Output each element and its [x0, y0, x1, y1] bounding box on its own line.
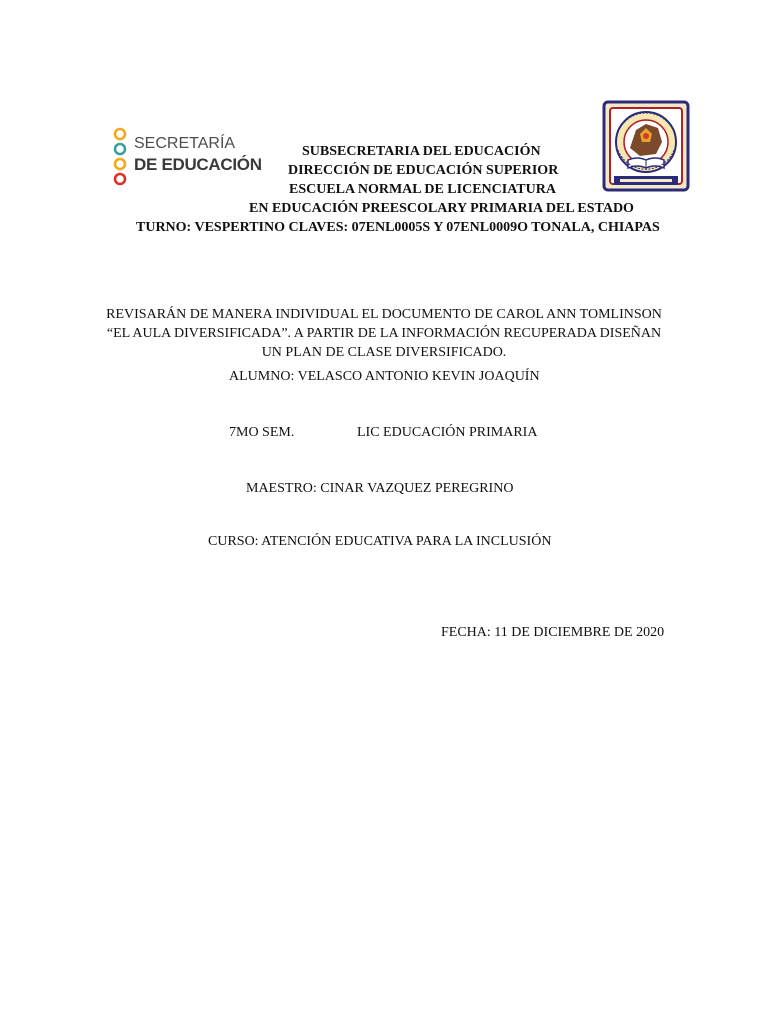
secretaria-educacion-logo [112, 127, 262, 189]
program-name: LIC EDUCACIÓN PRIMARIA [357, 425, 538, 440]
assignment-description [100, 305, 668, 362]
header-turno: TURNO: VESPERTINO CLAVES: 07ENL0005S Y 07ENL0009O TONALA, CHIAPAS [136, 220, 660, 235]
logo-text-secretaria: SECRETARÍA [134, 135, 236, 152]
assignment-line: REVISARÁN DE MANERA INDIVIDUAL EL DOCUMENTO DE CAROL ANN TOMLINSON [106, 307, 662, 322]
assignment-line: UN PLAN DE CLASE DIVERSIFICADO. [261, 345, 507, 360]
header-direccion: DIRECCIÓN DE EDUCACIÓN SUPERIOR [288, 163, 559, 178]
student-name: ALUMNO: VELASCO ANTONIO KEVIN JOAQUÍN [229, 369, 540, 384]
logo-dots-icon [112, 127, 128, 189]
semester: 7MO SEM. [229, 425, 295, 440]
document-date: FECHA: 11 DE DICIEMBRE DE 2020 [441, 625, 665, 640]
teacher-name: MAESTRO: CINAR VAZQUEZ PEREGRINO [246, 481, 514, 496]
school-seal-icon [600, 98, 692, 198]
course-name: CURSO: ATENCIÓN EDUCATIVA PARA LA INCLUSIÓN [208, 534, 552, 549]
header-escuela: ESCUELA NORMAL DE LICENCIATURA [289, 182, 556, 197]
logo-text-educacion: DE EDUCACIÓN [134, 155, 262, 174]
assignment-line: “EL AULA DIVERSIFICADA”. A PARTIR DE LA INFORMACIÓN RECUPERADA DISEÑAN [106, 326, 662, 341]
header-subsecretaria: SUBSECRETARIA DEL EDUCACIÓN [302, 144, 541, 159]
header-educacion: EN EDUCACIÓN PREESCOLARY PRIMARIA DEL ESTADO [249, 201, 634, 216]
